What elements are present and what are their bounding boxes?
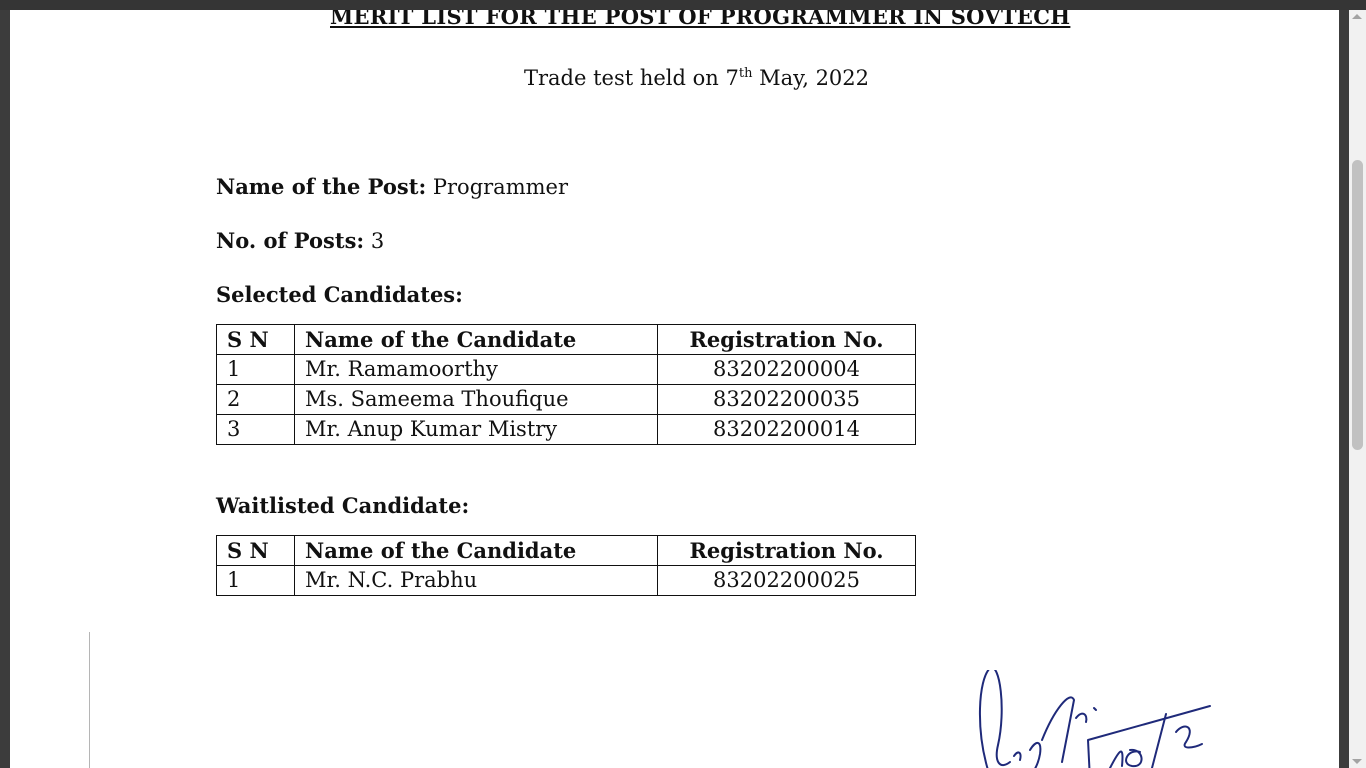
waitlisted-candidate-heading: Waitlisted Candidate: — [216, 493, 470, 518]
header-registration: Registration No. — [658, 536, 916, 566]
cell-sn: 1 — [217, 566, 295, 596]
cell-sn: 1 — [217, 355, 295, 385]
posts-count-value: 3 — [370, 229, 385, 253]
waitlisted-candidate-table — [216, 535, 916, 596]
date-ordinal-suffix: th — [738, 66, 753, 81]
selected-candidates-heading: Selected Candidates: — [216, 282, 463, 307]
header-name: Name of the Candidate — [295, 325, 658, 355]
table-row — [217, 566, 916, 596]
document-page — [10, 10, 1339, 768]
header-registration: Registration No. — [658, 325, 916, 355]
document-heading: MERIT LIST FOR THE POST OF PROGRAMMER IN SOVTECH — [330, 10, 1071, 29]
table-header-row — [217, 536, 916, 566]
cell-name: Ms. Sameema Thoufique — [295, 385, 658, 415]
cell-registration: 83202200035 — [658, 385, 916, 415]
cell-sn: 3 — [217, 415, 295, 445]
trade-test-date-suffix: May, 2022 — [752, 66, 870, 90]
viewer-top-bar — [0, 0, 1366, 10]
header-sn: S N — [217, 536, 295, 566]
cell-registration: 83202200004 — [658, 355, 916, 385]
post-name-value: Programmer — [432, 175, 568, 199]
cell-name: Mr. Ramamoorthy — [295, 355, 658, 385]
table-header-row — [217, 325, 916, 355]
post-name-field — [216, 174, 568, 199]
header-name: Name of the Candidate — [295, 536, 658, 566]
table-row — [217, 415, 916, 445]
table-row — [217, 385, 916, 415]
scroll-up-arrow-icon[interactable] — [1352, 14, 1362, 19]
vertical-scrollbar[interactable] — [1349, 10, 1366, 768]
cell-sn: 2 — [217, 385, 295, 415]
cell-registration: 83202200025 — [658, 566, 916, 596]
trade-test-date — [330, 66, 1063, 90]
posts-count-field — [216, 228, 384, 253]
handwritten-signature — [970, 670, 1220, 768]
cell-name: Mr. Anup Kumar Mistry — [295, 415, 658, 445]
cell-registration: 83202200014 — [658, 415, 916, 445]
scrollbar-thumb[interactable] — [1352, 160, 1363, 450]
scan-margin-line — [89, 632, 90, 768]
post-name-label: Name of the Post: — [216, 174, 427, 199]
selected-candidates-table — [216, 324, 916, 445]
posts-count-label: No. of Posts: — [216, 228, 365, 253]
scroll-down-arrow-icon[interactable] — [1352, 759, 1362, 764]
trade-test-date-prefix: Trade test held on 7 — [523, 66, 739, 90]
table-row — [217, 355, 916, 385]
cell-name: Mr. N.C. Prabhu — [295, 566, 658, 596]
header-sn: S N — [217, 325, 295, 355]
